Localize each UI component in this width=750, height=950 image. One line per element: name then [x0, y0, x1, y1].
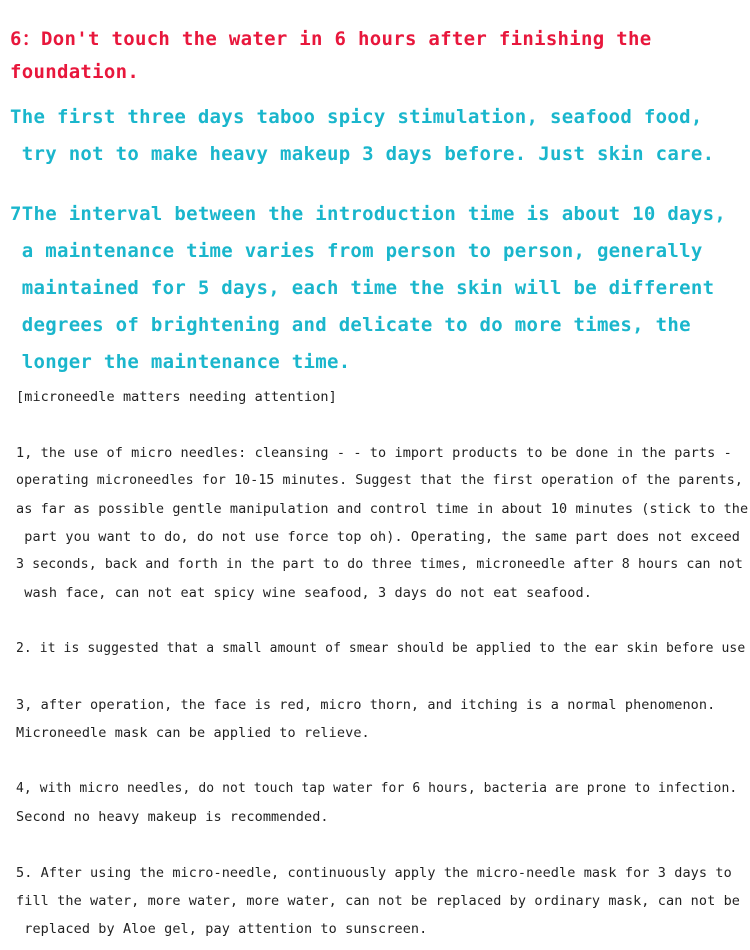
item1-line: operating microneedles for 10-15 minutes. Suggest that the first operation of the parents, — [16, 473, 743, 488]
item5-line: replaced by Aloe gel, pay attention to sunscreen. — [16, 921, 428, 937]
item1-line: part you want to do, do not use force top oh). Operating, the same part does not exceed — [16, 529, 741, 545]
item1-line: as far as possible gentle manipulation and control time in about 10 minutes (stick to the — [16, 501, 749, 517]
attention-heading: [microneedle matters needing attention] — [16, 389, 337, 405]
item4-line: 4, with micro needles, do not touch tap water for 6 hours, bacteria are prone to infection. — [16, 781, 738, 796]
taboo-line2: try not to make heavy makeup 3 days before. Just skin care. — [10, 143, 715, 165]
item2-line: 2. it is suggested that a small amount of smear should be applied to the ear skin before use — [16, 641, 746, 656]
section7-line1: 7The interval between the introduction time is about 10 days, — [10, 203, 727, 225]
item5-line: 5. After using the micro-needle, continuously apply the micro-needle mask for 3 days to — [16, 865, 732, 881]
item5-line: fill the water, more water, more water, can not be replaced by ordinary mask, can not be — [16, 893, 741, 909]
section6-line1: 6：Don't touch the water in 6 hours after finishing the — [10, 28, 652, 50]
section7-line4: degrees of brightening and delicate to do more times, the — [10, 314, 691, 336]
item4-line: Second no heavy makeup is recommended. — [16, 809, 329, 825]
taboo-line1: The first three days taboo spicy stimulation, seafood food, — [10, 106, 703, 128]
item1-line: 1, the use of micro needles: cleansing - - to import products to be done in the parts - — [16, 445, 732, 461]
item3-line: 3, after operation, the face is red, micro thorn, and itching is a normal phenomenon. — [16, 697, 716, 713]
section7-line3: maintained for 5 days, each time the skin will be different — [10, 277, 715, 299]
section7-line5: longer the maintenance time. — [10, 351, 351, 373]
item3-line: Microneedle mask can be applied to relieve. — [16, 725, 370, 741]
item1-line: 3 seconds, back and forth in the part to do three times, microneedle after 8 hours can not — [16, 557, 743, 572]
item1-line: wash face, can not eat spicy wine seafood, 3 days do not eat seafood. — [16, 585, 592, 601]
section6-line2: foundation. — [10, 61, 140, 83]
section7-line2: a maintenance time varies from person to person, generally — [10, 240, 703, 262]
